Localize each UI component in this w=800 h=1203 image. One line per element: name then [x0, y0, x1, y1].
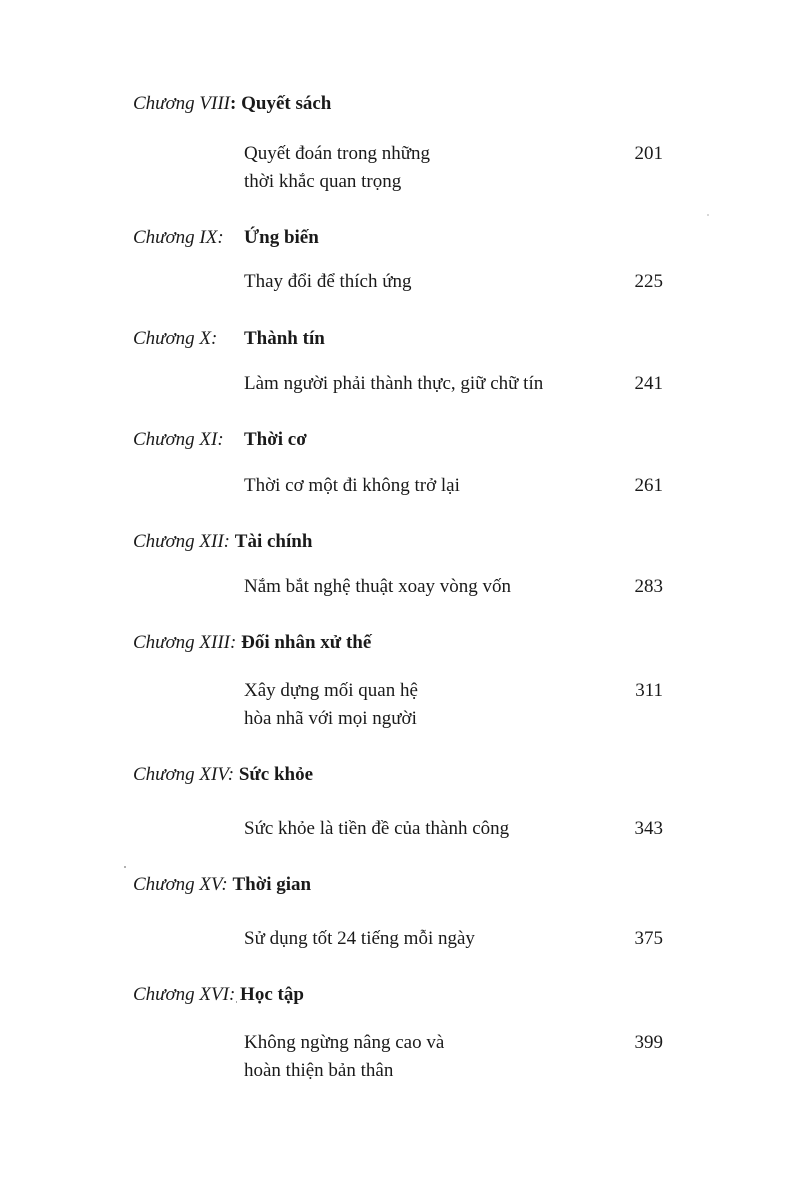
chapter-heading	[133, 92, 331, 116]
section-title	[244, 370, 604, 398]
section-title-line: Nắm bắt nghệ thuật xoay vòng vốn	[244, 576, 512, 597]
section-title	[244, 925, 604, 953]
section-title-line: thời khắc quan trọng	[244, 171, 402, 192]
page-number: 283	[634, 576, 663, 597]
section-title	[244, 268, 604, 296]
chapter-heading	[133, 763, 313, 787]
section-title-line: Thời cơ một đi không trở lại	[244, 475, 460, 496]
section-title-line: hòa nhã với mọi người	[244, 708, 417, 729]
page-number: 225	[634, 271, 663, 292]
chapter-title: Thành tín	[244, 328, 325, 349]
chapter-title: Thời cơ	[244, 429, 307, 450]
scan-speck	[236, 1001, 237, 1003]
page-number: 241	[634, 373, 663, 394]
chapter-number: Chương XIII:	[133, 632, 237, 653]
section-title-line: Xây dựng mối quan hệ	[244, 680, 418, 701]
section-title	[244, 815, 604, 843]
section-title-line: Sức khỏe là tiền đề của thành công	[244, 818, 510, 839]
chapter-title: Thời gian	[232, 874, 312, 895]
chapter-heading	[133, 530, 312, 554]
section-title-line: Không ngừng nâng cao và	[244, 1032, 445, 1053]
section-title	[244, 677, 604, 733]
section-title-line: Sử dụng tốt 24 tiếng mỗi ngày	[244, 928, 475, 949]
page-number: 201	[634, 143, 663, 164]
section-title-line: Làm người phải thành thực, giữ chữ tín	[244, 373, 544, 394]
chapter-heading	[133, 428, 307, 452]
section-title	[244, 1029, 604, 1085]
chapter-title: Ứng biến	[244, 227, 319, 248]
page-number: 343	[634, 818, 663, 839]
section-title-line: Quyết đoán trong những	[244, 143, 431, 164]
chapter-heading	[133, 983, 304, 1007]
scan-speck	[707, 214, 709, 216]
chapter-heading	[133, 873, 311, 897]
chapter-number: Chương XV:	[133, 874, 228, 895]
chapter-number: Chương X:	[133, 328, 218, 349]
chapter-number: Chương VIII	[133, 93, 231, 114]
chapter-number: Chương XIV:	[133, 764, 235, 785]
section-title	[244, 472, 604, 500]
page-number: 375	[634, 928, 663, 949]
chapter-title: Đối nhân xử thế	[241, 632, 372, 653]
chapter-title: Tài chính	[234, 531, 313, 552]
chapter-title: Quyết sách	[236, 93, 332, 114]
chapter-title: Sức khỏe	[238, 764, 314, 785]
page-number: 311	[635, 680, 663, 701]
chapter-heading	[133, 327, 325, 351]
chapter-heading	[133, 631, 371, 655]
chapter-number: Chương XII:	[133, 531, 231, 552]
section-title	[244, 573, 604, 601]
chapter-title: Học tập	[240, 984, 304, 1005]
scan-speck	[124, 866, 126, 868]
chapter-number: Chương XI:	[133, 429, 224, 450]
chapter-heading	[133, 226, 319, 250]
section-title-line: hoàn thiện bản thân	[244, 1060, 394, 1081]
section-title	[244, 140, 604, 196]
chapter-number: Chương XVI:	[133, 984, 236, 1005]
chapter-number: Chương IX:	[133, 227, 224, 248]
page-number: 399	[634, 1032, 663, 1053]
chapter-sep: :	[230, 93, 237, 114]
page-number: 261	[634, 475, 663, 496]
section-title-line: Thay đổi để thích ứng	[244, 271, 412, 292]
